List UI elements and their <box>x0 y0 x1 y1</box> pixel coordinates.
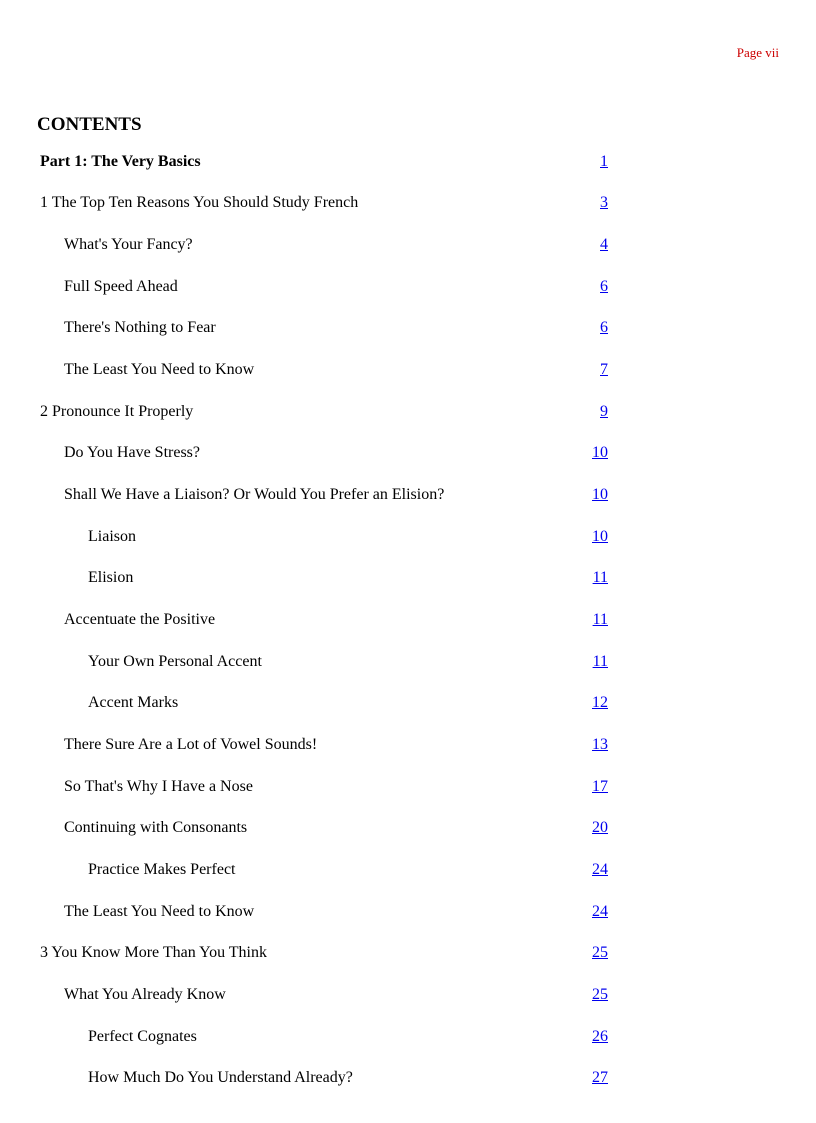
toc-page-link[interactable]: 9 <box>600 402 608 420</box>
toc-entry <box>40 516 608 558</box>
toc-page-link[interactable]: 11 <box>592 611 608 629</box>
toc-entry-title: Full Speed Ahead <box>64 277 178 295</box>
toc-entry <box>40 141 608 183</box>
toc-entry <box>40 391 608 433</box>
toc-entry-title: Continuing with Consonants <box>64 819 248 837</box>
toc-page-link[interactable]: 25 <box>592 985 608 1003</box>
toc-entry-title: So That's Why I Have a Nose <box>64 777 253 795</box>
toc-entry-title: The Least You Need to Know <box>64 902 255 920</box>
toc-entry-title: Do You Have Stress? <box>64 444 200 462</box>
toc-page-link[interactable]: 24 <box>592 902 608 920</box>
toc-entry-title: 1 The Top Ten Reasons You Should Study French <box>40 194 359 212</box>
toc-entry <box>40 1057 608 1099</box>
toc-entry-title: There Sure Are a Lot of Vowel Sounds! <box>64 736 318 754</box>
toc-entry <box>40 308 608 350</box>
toc-page-link[interactable]: 17 <box>592 777 608 795</box>
toc-entry-title: How Much Do You Understand Already? <box>88 1069 353 1087</box>
toc-entry-title: Perfect Cognates <box>88 1027 197 1045</box>
toc-entry <box>40 724 608 766</box>
toc-page-link[interactable]: 6 <box>600 319 608 337</box>
toc-entry-title: Shall We Have a Liaison? Or Would You Prefer an Elision? <box>64 486 445 504</box>
toc-page-link[interactable]: 4 <box>600 236 608 254</box>
toc-entry-title: 3 You Know More Than You Think <box>40 944 267 962</box>
toc-entry-title: 2 Pronounce It Properly <box>40 402 194 420</box>
toc-entry-title: There's Nothing to Fear <box>64 319 216 337</box>
toc-entry <box>40 349 608 391</box>
toc-page-link[interactable]: 13 <box>592 736 608 754</box>
toc-entry-title: Accent Marks <box>88 694 179 712</box>
toc-page-link[interactable]: 10 <box>592 527 608 545</box>
toc-entry-title: Accentuate the Positive <box>64 611 216 629</box>
toc-page-link[interactable]: 24 <box>592 860 608 878</box>
contents-heading: CONTENTS <box>37 114 142 135</box>
toc-entry <box>40 433 608 475</box>
toc-entry <box>40 266 608 308</box>
toc-page-link[interactable]: 25 <box>592 944 608 962</box>
toc-entry <box>40 891 608 933</box>
toc-entry-title: Liaison <box>88 527 136 545</box>
toc-entry <box>40 849 608 891</box>
toc-page-link[interactable]: 10 <box>592 486 608 504</box>
toc-entry <box>40 683 608 725</box>
toc-entry <box>40 974 608 1016</box>
toc-entry-title: Your Own Personal Accent <box>88 652 262 670</box>
toc-entry <box>40 474 608 516</box>
toc-entry <box>40 558 608 600</box>
toc-page-link[interactable]: 12 <box>592 694 608 712</box>
toc-entry <box>40 641 608 683</box>
toc-entry-title: Elision <box>88 569 134 587</box>
toc-entry <box>40 766 608 808</box>
table-of-contents <box>40 141 608 1099</box>
toc-entry-title: What You Already Know <box>64 985 226 1003</box>
toc-entry <box>40 932 608 974</box>
toc-page-link[interactable]: 11 <box>592 569 608 587</box>
toc-page-link[interactable]: 11 <box>592 652 608 670</box>
toc-entry-title: What's Your Fancy? <box>64 236 193 254</box>
toc-page-link[interactable]: 1 <box>600 152 608 170</box>
toc-page-link[interactable]: 6 <box>600 277 608 295</box>
page-number: Page vii <box>736 45 779 60</box>
toc-entry <box>40 599 608 641</box>
toc-entry <box>40 808 608 850</box>
toc-page-link[interactable]: 10 <box>592 444 608 462</box>
toc-page-link[interactable]: 27 <box>592 1069 608 1087</box>
toc-page-link[interactable]: 3 <box>600 194 608 212</box>
toc-entry <box>40 224 608 266</box>
toc-page-link[interactable]: 20 <box>592 819 608 837</box>
toc-entry <box>40 1016 608 1058</box>
toc-entry-title: Practice Makes Perfect <box>88 860 236 878</box>
toc-entry-title: Part 1: The Very Basics <box>40 152 201 170</box>
toc-entry <box>40 183 608 225</box>
toc-page-link[interactable]: 26 <box>592 1027 608 1045</box>
toc-entry-title: The Least You Need to Know <box>64 361 255 379</box>
toc-page-link[interactable]: 7 <box>600 361 608 379</box>
